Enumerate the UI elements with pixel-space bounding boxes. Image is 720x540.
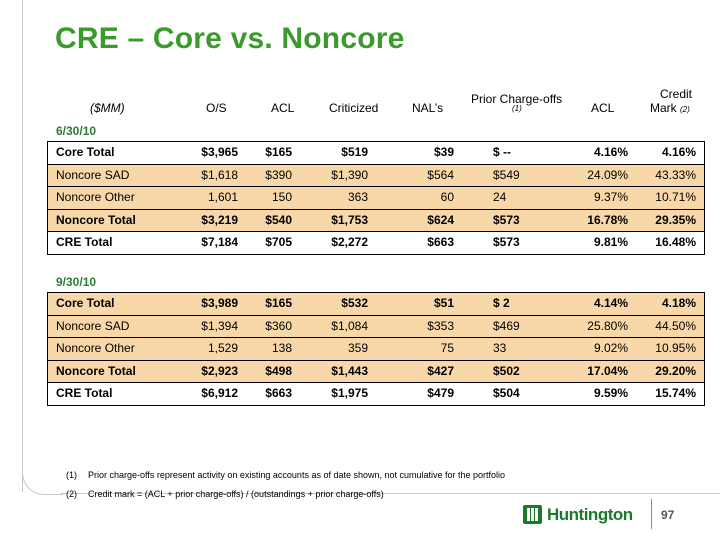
- cell-label: CRE Total: [56, 386, 113, 400]
- footnote-text: Credit mark = (ACL + prior charge-offs) / (outstandings + prior charge-offs): [88, 489, 384, 499]
- footnote-text: Prior charge-offs represent activity on existing accounts as of date shown, not cumulative for the portfolio: [88, 470, 506, 480]
- table-row: [48, 316, 704, 339]
- cell-nals: $51: [433, 296, 454, 310]
- cell-nals: $39: [433, 145, 454, 159]
- table-row: [48, 338, 704, 361]
- cell-os: 1,601: [207, 190, 238, 204]
- cell-acl-pct: 17.04%: [587, 363, 628, 378]
- cell-acl: 150: [271, 190, 292, 204]
- table-row: [48, 187, 704, 210]
- table-row: [48, 165, 704, 188]
- cell-os: $7,184: [201, 235, 238, 249]
- footnote-number: (1): [66, 470, 77, 480]
- cell-acl-pct: 4.14%: [593, 296, 628, 310]
- cell-acl-pct: 4.16%: [593, 145, 628, 159]
- cell-acl-pct: 9.02%: [593, 341, 628, 355]
- header-acl: ACL: [271, 101, 295, 115]
- cell-mark: 43.33%: [655, 167, 696, 182]
- table-row: [48, 383, 704, 405]
- header-mark-text: Mark: [650, 101, 677, 115]
- cell-label: CRE Total: [56, 235, 113, 249]
- cell-criticized: 359: [347, 341, 368, 355]
- cell-label: Noncore Other: [56, 190, 135, 204]
- cell-acl: $540: [265, 212, 292, 227]
- header-credit: Credit: [660, 87, 693, 101]
- cell-acl-pct: 9.59%: [593, 386, 628, 400]
- footnote-number: (2): [66, 489, 77, 499]
- header-criticized: Criticized: [329, 101, 379, 115]
- cell-label: Core Total: [56, 145, 115, 159]
- cell-acl-pct: 9.81%: [593, 235, 628, 249]
- table-section-2: [47, 292, 705, 406]
- cell-label: Noncore Other: [56, 341, 135, 355]
- huntington-logo-mark-icon: [523, 505, 542, 524]
- cell-criticized: $519: [341, 145, 368, 159]
- cell-nals: 75: [440, 341, 454, 355]
- cell-acl: $165: [265, 145, 292, 159]
- cell-pco: $573: [493, 235, 520, 249]
- cell-nals: $479: [427, 386, 454, 400]
- cell-nals: 60: [440, 190, 454, 204]
- header-mark: [650, 101, 690, 115]
- cell-acl-pct: 25.80%: [587, 318, 628, 333]
- cell-nals: $663: [427, 235, 454, 249]
- cell-pco: 33: [493, 341, 507, 355]
- cell-mark: 4.16%: [661, 145, 696, 159]
- header-mm: ($MM): [90, 101, 125, 115]
- cell-os: $3,989: [201, 296, 238, 310]
- cell-criticized: $1,084: [331, 318, 368, 333]
- cell-acl: $360: [265, 318, 292, 333]
- cell-mark: 10.95%: [655, 341, 696, 355]
- cell-criticized: $2,272: [331, 235, 368, 249]
- cell-os: $3,219: [201, 212, 238, 227]
- cell-label: Noncore SAD: [56, 167, 130, 182]
- cell-acl: $498: [265, 363, 292, 378]
- frame-corner-curve: [22, 470, 63, 495]
- cell-os: $2,923: [201, 363, 238, 378]
- cell-pco: $502: [493, 363, 520, 378]
- table-row: [48, 210, 704, 233]
- cell-nals: $564: [427, 167, 454, 182]
- slide-title: CRE – Core vs. Noncore: [55, 22, 405, 55]
- cell-os: $6,912: [201, 386, 238, 400]
- cell-pco: $469: [493, 318, 520, 333]
- cell-pco: $ 2: [493, 296, 510, 310]
- table-row: [48, 361, 704, 384]
- cell-mark: 10.71%: [655, 190, 696, 204]
- cell-acl: $705: [265, 235, 292, 249]
- cell-os: $3,965: [201, 145, 238, 159]
- cell-criticized: $1,390: [331, 167, 368, 182]
- table-row: [48, 293, 704, 316]
- cell-nals: $624: [427, 212, 454, 227]
- cell-pco: $549: [493, 167, 520, 182]
- cell-acl: $390: [265, 167, 292, 182]
- cell-mark: 4.18%: [661, 296, 696, 310]
- footer-separator: [651, 499, 652, 529]
- header-prior-chargeoffs: Prior Charge-offs: [471, 92, 563, 106]
- header-mark-note: (2): [680, 105, 690, 114]
- huntington-logo-text: Huntington: [547, 505, 633, 524]
- cell-nals: $353: [427, 318, 454, 333]
- header-acl-pct: ACL: [591, 101, 615, 115]
- section-date-1: 6/30/10: [56, 124, 97, 138]
- cell-criticized: 363: [347, 190, 368, 204]
- cell-criticized: $1,975: [331, 386, 368, 400]
- cell-os: $1,394: [201, 318, 238, 333]
- cell-os: 1,529: [207, 341, 238, 355]
- cell-label: Core Total: [56, 296, 115, 310]
- cell-acl: $663: [265, 386, 292, 400]
- cell-acl-pct: 9.37%: [593, 190, 628, 204]
- page-number: 97: [661, 508, 675, 522]
- cell-mark: 29.20%: [655, 363, 696, 378]
- cell-mark: 44.50%: [655, 318, 696, 333]
- cell-pco: $ --: [493, 145, 511, 159]
- cell-mark: 29.35%: [655, 212, 696, 227]
- table-row: [48, 232, 704, 254]
- cell-pco: 24: [493, 190, 507, 204]
- table-row: [48, 142, 704, 165]
- cell-mark: 16.48%: [655, 235, 696, 249]
- cell-mark: 15.74%: [655, 386, 696, 400]
- cell-os: $1,618: [201, 167, 238, 182]
- table-section-1: [47, 141, 705, 255]
- cell-label: Noncore Total: [56, 363, 136, 378]
- cell-acl: 138: [271, 341, 292, 355]
- frame-left-line: [22, 0, 23, 492]
- cell-acl: $165: [265, 296, 292, 310]
- cell-pco: $504: [493, 386, 520, 400]
- header-prior-chargeoffs-note: (1): [512, 104, 522, 113]
- cell-pco: $573: [493, 212, 520, 227]
- cell-nals: $427: [427, 363, 454, 378]
- header-os: O/S: [206, 101, 227, 115]
- cell-criticized: $1,753: [331, 212, 368, 227]
- cell-criticized: $532: [341, 296, 368, 310]
- cell-acl-pct: 16.78%: [587, 212, 628, 227]
- cell-criticized: $1,443: [331, 363, 368, 378]
- header-nals: NAL’s: [412, 101, 444, 115]
- cell-acl-pct: 24.09%: [587, 167, 628, 182]
- section-date-2: 9/30/10: [56, 275, 97, 289]
- cell-label: Noncore Total: [56, 212, 136, 227]
- cell-label: Noncore SAD: [56, 318, 130, 333]
